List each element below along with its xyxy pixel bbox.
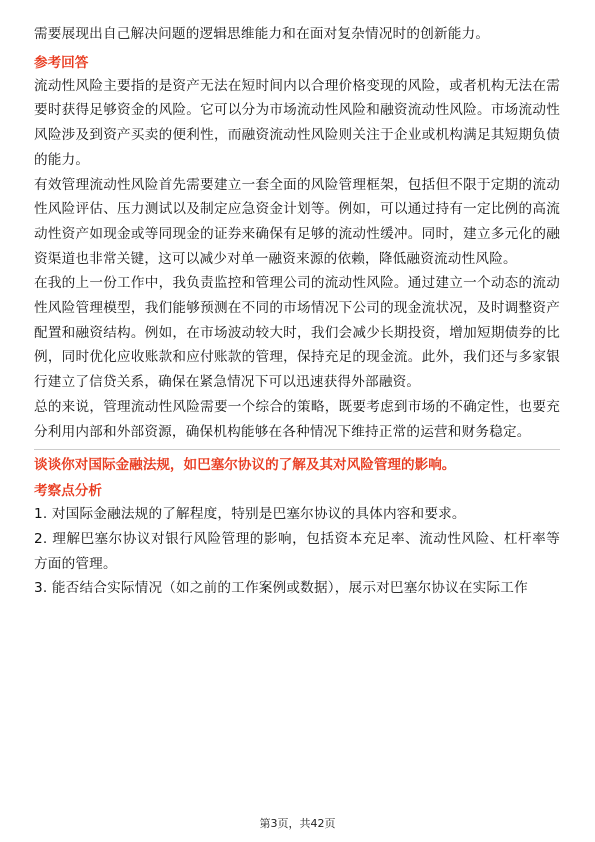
- question-heading: 谈谈你对国际金融法规，如巴塞尔协议的了解及其对风险管理的影响。: [34, 457, 456, 474]
- analysis-heading: 考察点分析: [34, 483, 102, 500]
- analysis-item-1: 1. 对国际金融法规的了解程度，特别是巴塞尔协议的具体内容和要求。: [34, 506, 466, 523]
- answer-paragraph-4: 总的来说，管理流动性风险需要一个综合的策略，既要考虑到市场的不确定性，也要充分利用内部和外部资源，确保机构能够在各种情况下维持正常的运营和财务稳定。: [34, 398, 560, 440]
- section-divider: [34, 449, 560, 450]
- intro-paragraph: 需要展现出自己解决问题的逻辑思维能力和在面对复杂情况时的创新能力。: [34, 26, 490, 42]
- page-number: 第3页，共42页: [259, 817, 336, 830]
- answer-heading: 参考回答: [34, 54, 89, 71]
- answer-paragraph-1: 流动性风险主要指的是资产无法在短时间内以合理价格变现的风险，或者机构无法在需要时获得足够资金的风险。它可以分为市场流动性风险和融资流动性风险。市场流动性风险涉及到资产买卖的便利性，而融资流动性风险则关注于企业或机构满足其短期负债的能力。: [34, 77, 560, 168]
- analysis-item-2: 2. 理解巴塞尔协议对银行风险管理的影响，包括资本充足率、流动性风险、杠杆率等方面的管理。: [34, 530, 560, 572]
- answer-paragraph-2: 有效管理流动性风险首先需要建立一套全面的风险管理框架，包括但不限于定期的流动性风险评估、压力测试以及制定应急资金计划等。例如，可以通过持有一定比例的高流动性资产如现金或等同现金的证券来确保有足够的流动性缓冲。同时，建立多元化的融资渠道也非常关键，这可以减少对单一融资来源的依赖，降低融资流动性风险。: [34, 176, 560, 267]
- analysis-item-3: 3. 能否结合实际情况（如之前的工作案例或数据），展示对巴塞尔协议在实际工作: [34, 580, 528, 597]
- document-page: [34, 22, 560, 601]
- answer-paragraph-3: 在我的上一份工作中，我负责监控和管理公司的流动性风险。通过建立一个动态的流动性风险管理模型，我们能够预测在不同的市场情况下公司的现金流状况，及时调整资产配置和融资结构。例如，在市场波动较大时，我们会减少长期投资，增加短期债券的比例，同时优化应收账款和应付账款的管理，保持充足的现金流。此外，我们还与多家银行建立了信贷关系，确保在紧急情况下可以迅速获得外部融资。: [34, 275, 560, 391]
